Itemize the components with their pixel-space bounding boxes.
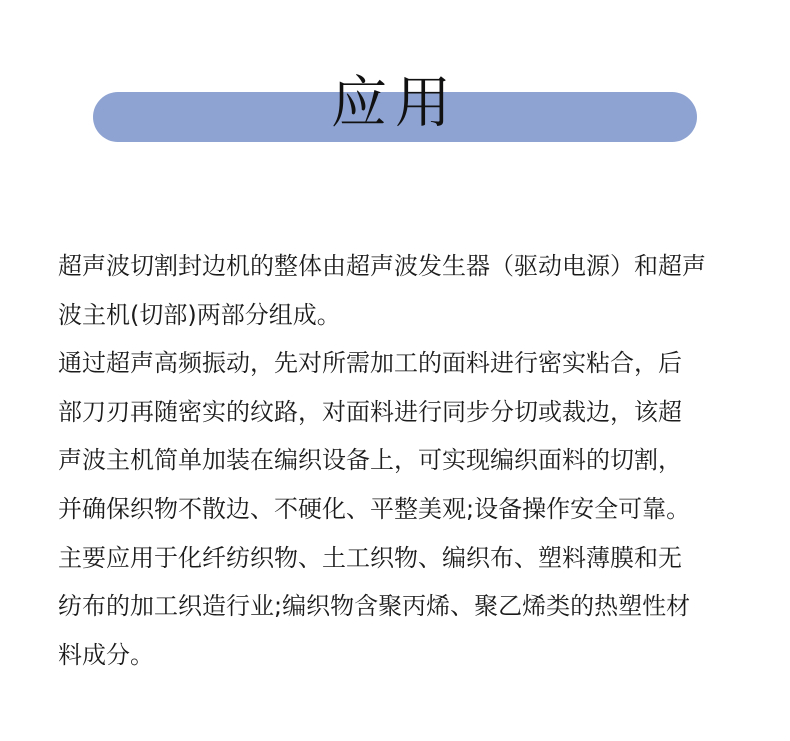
- paragraph-line: 波主机(切部)两部分组成。: [58, 300, 341, 329]
- paragraph-line: 料成分。: [58, 640, 154, 669]
- paragraph-line: 部刀刃再随密实的纹路，对面料进行同步分切或裁边，该超: [58, 397, 682, 426]
- paragraph-line: 纺布的加工织造行业;编织物含聚丙烯、聚乙烯类的热塑性材: [58, 592, 691, 621]
- paragraph-line: 并确保织物不散边、不硬化、平整美观;设备操作安全可靠。: [58, 494, 691, 523]
- paragraph-line: 主要应用于化纤纺织物、土工织物、编织布、塑料薄膜和无: [58, 543, 682, 572]
- paragraph-line: 通过超声高频振动，先对所需加工的面料进行密实粘合，后: [58, 349, 682, 378]
- section-title: 应用: [331, 71, 459, 136]
- paragraph-line: 超声波切割封边机的整体由超声波发生器（驱动电源）和超声: [58, 252, 706, 280]
- paragraph-line: 声波主机简单加装在编织设备上，可实现编织面料的切割，: [58, 446, 682, 475]
- description-paragraph: [58, 242, 738, 679]
